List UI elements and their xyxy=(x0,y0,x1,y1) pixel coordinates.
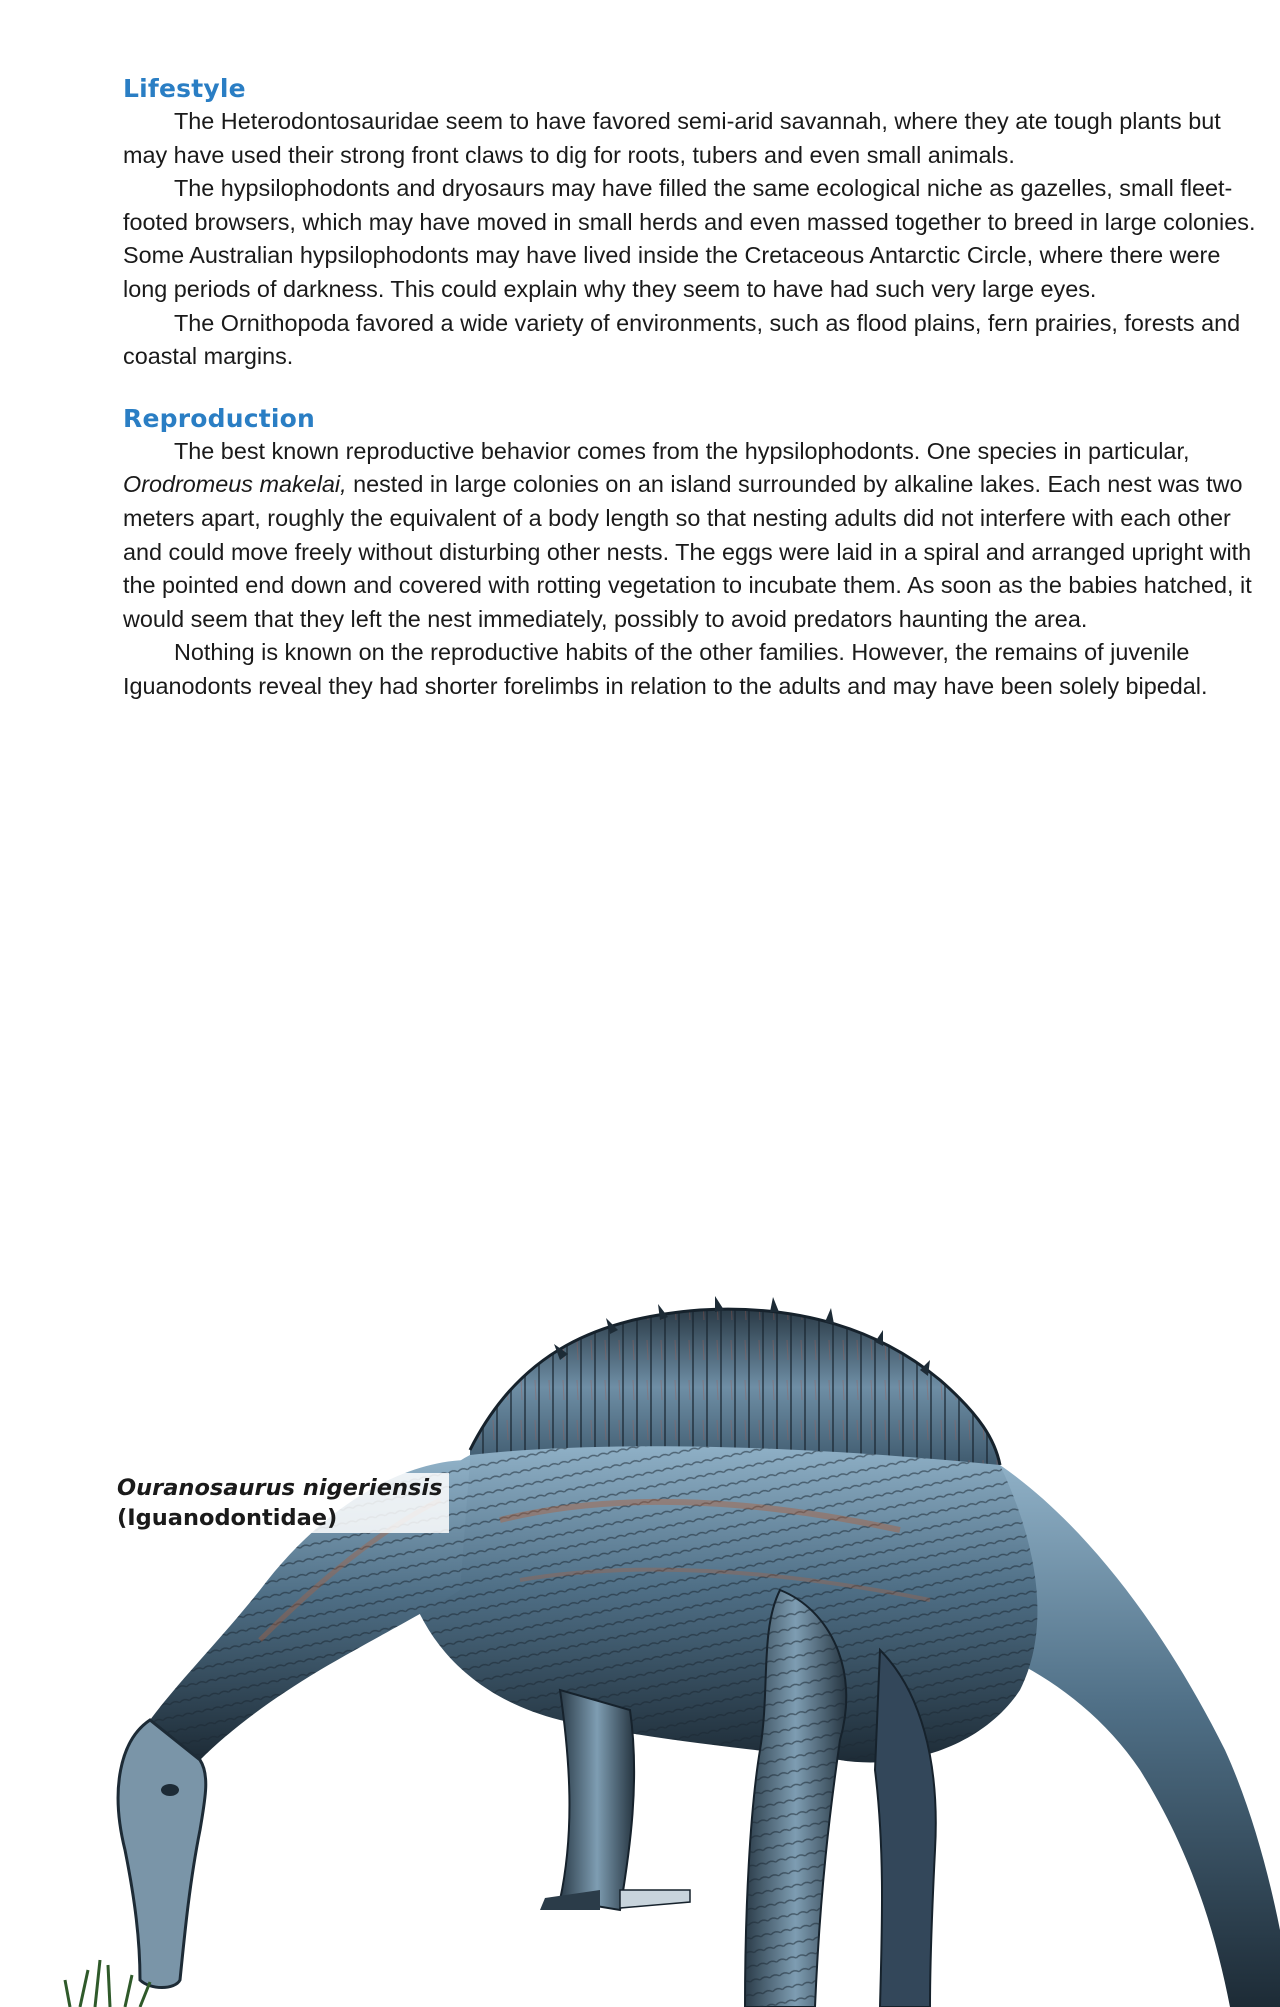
dinosaur-eye xyxy=(161,1784,179,1796)
caption-family: (Iguanodontidae) xyxy=(117,1505,338,1531)
reproduction-text-start: The best known reproductive behavior comes from the hypsilophodonts. One species in particular, xyxy=(174,437,1190,464)
caption-species: Ouranosaurus nigeriensis xyxy=(117,1475,443,1501)
illustration-caption xyxy=(117,1473,449,1533)
dinosaur-sail xyxy=(470,1296,1000,1465)
reproduction-text-end: nested in large colonies on an island surrounded by alkaline lakes. Each nest was two meters apart, roughly the equivalent of a body length so that nesting adults did not interfere with each other and could move freely without disturbing other nests. The eggs were laid in a spiral and arranged upright with the pointed end down and covered with rotting vegetation to incubate them. As soon as the babies hatched, it would seem that they left the nest immediately, possibly to avoid predators haunting the area. xyxy=(123,471,1252,632)
reproduction-paragraph-1 xyxy=(123,435,1258,637)
lifestyle-paragraph-3: The Ornithopoda favored a wide variety of environments, such as flood plains, fern prairies, forests and coastal margins. xyxy=(123,309,1241,370)
text-column xyxy=(123,74,1258,734)
lifestyle-section xyxy=(123,74,1258,374)
lifestyle-paragraph-2: The hypsilophodonts and dryosaurs may have filled the same ecological niche as gazelles, small fleet-footed browsers, which may have moved in small herds and even massed together to breed in large colonies. Some Australian hypsilophodonts may have lived inside the Cretaceous Antarctic Circle, where there were long periods of darkness. This could explain why they seem to have had such very large eyes. xyxy=(123,175,1256,302)
dinosaur-head xyxy=(118,1720,206,1988)
species-name-orodromeus: Orodromeus makelai, xyxy=(123,471,347,498)
reproduction-heading: Reproduction xyxy=(123,403,316,433)
lifestyle-heading: Lifestyle xyxy=(123,74,246,103)
grass-tuft xyxy=(65,1960,150,2007)
ouranosaurus-illustration xyxy=(0,1290,1280,2007)
dinosaur-front-leg xyxy=(560,1690,634,1910)
reproduction-section xyxy=(123,404,1258,704)
lifestyle-paragraph-1: The Heterodontosauridae seem to have favored semi-arid savannah, where they ate tough plants but may have used their strong front claws to dig for roots, tubers and even small animals. xyxy=(123,108,1221,168)
dinosaur-tail xyxy=(990,1465,1280,2007)
reproduction-paragraph-2: Nothing is known on the reproductive habits of the other families. However, the remains of juvenile Iguanodonts reveal they had shorter forelimbs in relation to the adults and may have been solely bipedal. xyxy=(123,639,1208,699)
